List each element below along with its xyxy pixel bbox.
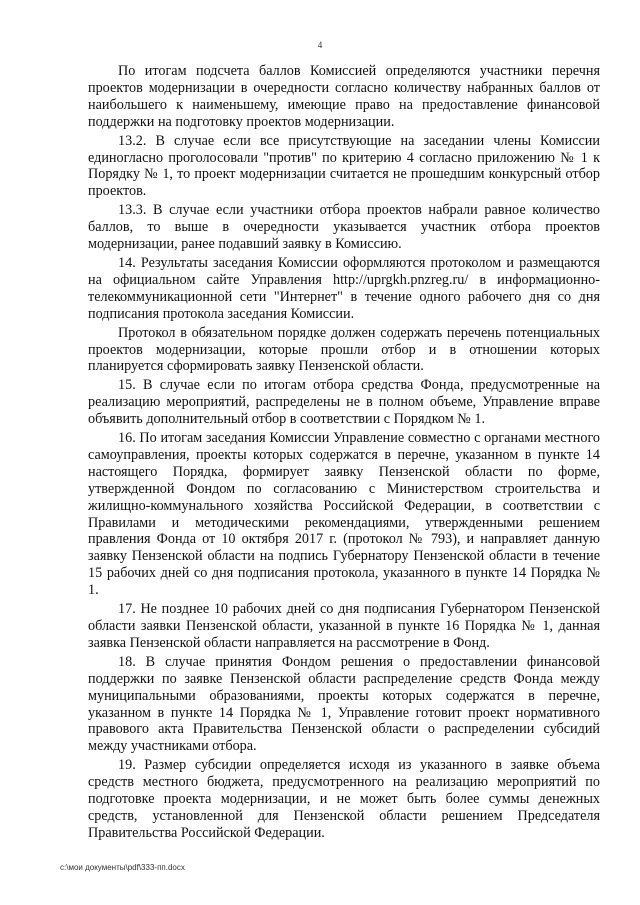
paragraph-scoring-results: По итогам подсчета баллов Комиссией определяются участники перечня проектов модернизации в очередности согласно количеству набранных баллов от наибольшего к наименьшему, имеющие право на предоставление финансовой поддержки на подготовку проектов модернизации. (88, 63, 600, 130)
paragraph-protocol: Протокол в обязательном порядке должен содержать перечень потенциальных проектов модернизации, которые прошли отбор и в отношении которых планируется сформировать заявку Пензенской области. (88, 324, 600, 375)
paragraph-19: 19. Размер субсидии определяется исходя из указанного в заявке объема средств местного бюджета, предусмотренного на реализацию мероприятий по подготовке проекта модернизации, и не может быть более суммы денежных средств, установленной для Пензенской области решением Председателя Правительства Российской Федерации. (88, 757, 600, 841)
paragraph-17: 17. Не позднее 10 рабочих дней со дня подписания Губернатором Пензенской области заявки Пензенской области, указанной в пункте 16 Порядка № 1, данная заявка Пензенской области направляется на рассмотрение в Фонд. (88, 601, 600, 651)
paragraph-14: 14. Результаты заседания Комиссии оформляются протоколом и размещаются на официальном сайте Управления http://uprgkh.pnzreg.ru/ в информационно-телекоммуникационной сети "Интернет" в течение одного рабочего дня со дня подписания протокола заседания Комиссии. (88, 254, 600, 322)
paragraph-15: 15. В случае если по итогам отбора средства Фонда, предусмотренные на реализацию мероприятий, распределены не в полном объеме, Управление вправе объявить дополнительный отбор в соответствии с Порядком № 1. (88, 377, 600, 428)
paragraph-18: 18. В случае принятия Фондом решения о предоставлении финансовой поддержки по заявке Пензенской области распределение средств Фонда между муниципальными образованиями, проекты которых содержатся в перечне, указанном в пункте 14 Порядка № 1, Управление готовит проект нормативного правового акта Правительства Пензенской области о распределении субсидий между участниками отбора. (88, 653, 600, 755)
document-body (88, 63, 600, 844)
footer-file-path: c:\мои документы\pdf\333-пп.docx (60, 863, 185, 872)
paragraph-16: 16. По итогам заседания Комиссии Управление совместно с органами местного самоуправления, проекты которых содержатся в перечне, указанном в пункте 14 настоящего Порядка, формирует заявку Пензенской области по форме, утвержденной Фондом по согласованию с Министерством строительства и жилищно-коммунального хозяйства Российской Федерации, в соответствии с Правилами и методическими рекомендациями, утвержденными решением правления Фонда от 10 октября 2017 г. (протокол № 793), и направляет данную заявку Пензенской области на подпись Губернатору Пензенской области в течение 15 рабочих дней со дня подписания протокола, указанного в пункте 14 Порядка № 1. (88, 430, 600, 599)
page-number: 4 (317, 40, 323, 50)
paragraph-13-3: 13.3. В случае если участники отбора проектов набрали равное количество баллов, то выше в очередности указывается участник отбора проектов модернизации, ранее подавший заявку в Комиссию. (88, 202, 600, 253)
paragraph-13-2: 13.2. В случае если все присутствующие на заседании члены Комиссии единогласно проголосовали "против" по критерию 4 согласно приложению № 1 к Порядку № 1, то проект модернизации считается не прошедшим конкурсный отбор проектов. (88, 132, 600, 200)
